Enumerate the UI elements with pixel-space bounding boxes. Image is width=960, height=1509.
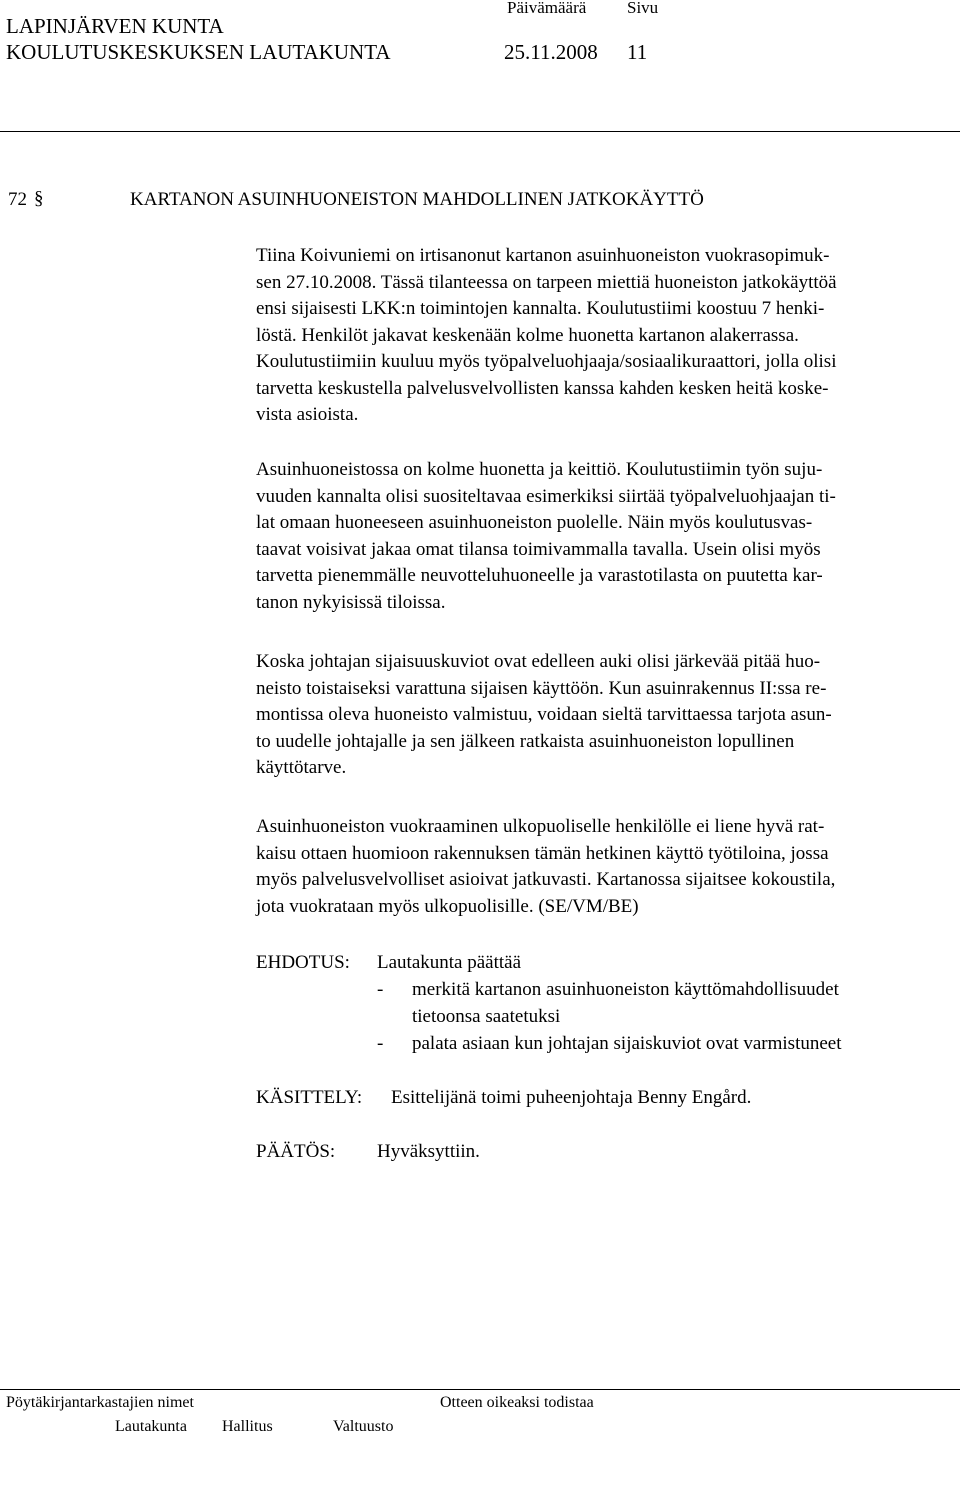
- paragraph-2: [256, 457, 956, 616]
- text-line: Tiina Koivuniemi on irtisanonut kartanon asuinhuoneiston vuokrasopimuk-: [256, 245, 830, 266]
- text-line: vista asioista.: [256, 404, 359, 425]
- section-title: KARTANON ASUINHUONEISTON MAHDOLLINEN JATKOKÄYTTÖ: [130, 189, 704, 210]
- paragraph-4: [256, 814, 956, 920]
- certified-label: Otteen oikeaksi todistaa: [440, 1394, 594, 1411]
- text-line: neisto toistaiseksi varattuna sijaisen käyttöön. Kun asuinrakennus II:ssa re-: [256, 677, 827, 699]
- date-label: Päivämäärä: [507, 0, 587, 17]
- paragraph-3: [256, 649, 956, 782]
- handling-text: Esittelijänä toimi puheenjohtaja Benny Engård.: [391, 1087, 752, 1108]
- text-line: tanon nykyisissä tiloissa.: [256, 591, 446, 613]
- text-line: Koska johtajan sijaisuuskuviot ovat edelleen auki olisi järkevää pitää huo-: [256, 651, 821, 672]
- text-line: Asuinhuoneistossa on kolme huonetta ja keittiö. Koulutustiimin työn suju-: [256, 459, 823, 480]
- proposal-item-2-line-1: palata asiaan kun johtajan sijaiskuviot ovat varmistuneet: [412, 1033, 842, 1054]
- proposal-dash: -: [377, 979, 384, 1000]
- footer-divider: [0, 1389, 960, 1390]
- handling-label: KÄSITTELY:: [256, 1087, 363, 1108]
- body-valtuusto: Valtuusto: [333, 1418, 394, 1435]
- paragraph-1: [256, 243, 956, 429]
- text-line: ensi sijaisesti LKK:n toimintojen kannalta. Koulutustiimi koostuu 7 henki-: [256, 298, 825, 319]
- organization-name: LAPINJÄRVEN KUNTA: [6, 14, 224, 38]
- section-symbol: §: [34, 188, 44, 209]
- body-lautakunta: Lautakunta: [115, 1418, 187, 1435]
- decision-label: PÄÄTÖS:: [256, 1141, 336, 1162]
- proposal-item-1-line-2: tietoonsa saatetuksi: [412, 1006, 561, 1027]
- text-line: löstä. Henkilöt jakavat keskenään kolme huonetta kartanon alakerrassa.: [256, 324, 799, 346]
- text-line: Koulutustiimiin kuuluu myös työpalveluohjaaja/sosiaalikuraattori, jolla olisi: [256, 351, 837, 372]
- proposal-intro: Lautakunta päättää: [377, 952, 522, 973]
- page-label: Sivu: [627, 0, 659, 17]
- body-hallitus: Hallitus: [222, 1418, 273, 1435]
- text-line: lat omaan huoneeseen asuinhuoneiston puolelle. Näin myös koulutusvas-: [256, 512, 813, 533]
- text-line: myös palvelusvelvolliset asioivat jatkuvasti. Kartanossa sijaitsee kokoustila,: [256, 869, 836, 890]
- proposal-dash: -: [377, 1033, 384, 1054]
- decision-text: Hyväksyttiin.: [377, 1141, 480, 1162]
- text-line: taavat voisivat jakaa omat tilansa toimivammalla tavalla. Usein olisi myös: [256, 538, 821, 560]
- page-number: 11: [627, 40, 648, 64]
- committee-name: KOULUTUSKESKUKSEN LAUTAKUNTA: [6, 40, 391, 64]
- text-line: kaisu ottaen huomioon rakennuksen tämän hetkinen käyttö työtiloina, jossa: [256, 842, 829, 864]
- section-number: 72: [8, 189, 27, 210]
- text-line: tarvetta pienemmälle neuvotteluhuoneelle ja varastotilasta on puutetta kar-: [256, 565, 823, 586]
- proposal-label: EHDOTUS:: [256, 952, 350, 973]
- text-line: montissa oleva huoneisto valmistuu, voidaan sieltä tarvittaessa tarjota asun-: [256, 704, 832, 725]
- header-divider: [0, 131, 960, 132]
- text-line: to uudelle johtajalle ja sen jälkeen ratkaista asuinhuoneiston lopullinen: [256, 730, 795, 752]
- text-line: käyttötarve.: [256, 757, 347, 778]
- text-line: sen 27.10.2008. Tässä tilanteessa on tarpeen miettiä huoneiston jatkokäyttöä: [256, 271, 837, 293]
- meeting-date: 25.11.2008: [504, 40, 598, 64]
- text-line: Asuinhuoneiston vuokraaminen ulkopuoliselle henkilölle ei liene hyvä rat-: [256, 816, 825, 837]
- proposal-item-1-line-1: merkitä kartanon asuinhuoneiston käyttömahdollisuudet: [412, 979, 839, 1000]
- checkers-label: Pöytäkirjantarkastajien nimet: [6, 1394, 194, 1411]
- text-line: vuuden kannalta olisi suositeltavaa esimerkiksi siirtää työpalveluohjaajan ti-: [256, 485, 836, 507]
- text-line: jota vuokrataan myös ulkopuolisille. (SE/VM/BE): [256, 895, 639, 917]
- text-line: tarvetta keskustella palvelusvelvollisten kanssa kahden kesken heitä koske-: [256, 377, 829, 399]
